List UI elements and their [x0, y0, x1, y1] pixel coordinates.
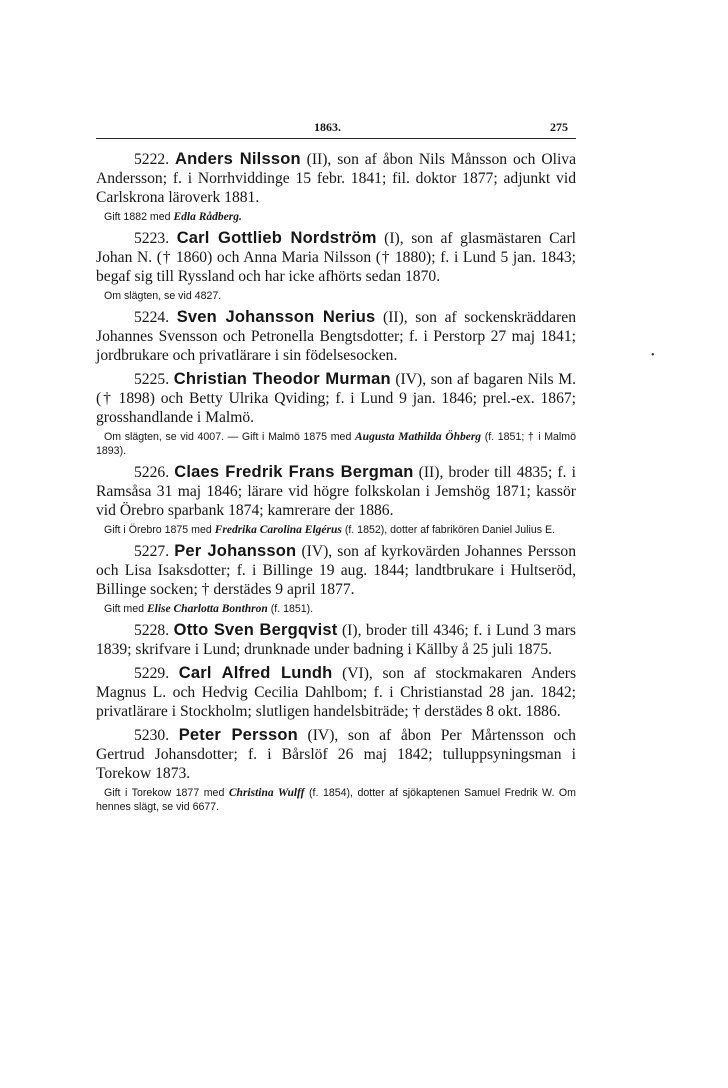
entry-text: (II), broder till 4835; f. i Ramsåsa 31 maj 1846; lärare vid högre folkskolan i Jemshög 1871; kassör vid Örebro sparbank 1874; kamrerare der 1886. — [96, 464, 576, 519]
entry-note: Om slägten, se vid 4827. — [104, 290, 222, 302]
spouse-name: Edla Rådberg. — [173, 211, 242, 223]
entry-paragraph — [96, 150, 576, 207]
entry-number: 5224. — [134, 309, 170, 326]
entry-text: (IV), son af kyrkovärden Johannes Persson och Lisa Isaksdotter; f. i Billinge 19 aug. 1844; landtbrukare i Hultseröd, Billinge socken; † derstädes 9 april 1877. — [96, 543, 577, 598]
note-text: (f. 1851). — [267, 603, 314, 615]
running-header — [96, 118, 576, 139]
entry-paragraph — [96, 542, 576, 599]
entry-text: (I), broder till 4346; f. i Lund 3 mars 1839; skrifvare i Lund; drunknade under badning i Källby å 25 juli 1875. — [96, 622, 576, 658]
entry-5226 — [96, 463, 576, 537]
entry-note — [96, 430, 576, 458]
page-number: 275 — [550, 120, 568, 134]
person-name: Christian Theodor Murman — [173, 370, 391, 388]
entry-paragraph — [96, 664, 576, 721]
entry-text: (II), son af åbon Nils Månsson och Oliva Andersson; f. i Norrhviddinge 15 febr. 1841; fil. doktor 1877; adjunkt vid Carlskrona läroverk 1881. — [96, 151, 576, 206]
entry-paragraph — [96, 726, 576, 783]
person-name: Sven Johansson Nerius — [176, 308, 376, 326]
entry-text: (I), son af glasmästaren Carl Johan N. († 1860) och Anna Maria Nilsson († 1880); f. i Lund 5 jan. 1843; begaf sig till Ryssland och har icke afhörts sedan 1870. — [96, 230, 577, 285]
entry-number: 5230. — [134, 727, 170, 744]
entry-paragraph — [96, 463, 576, 520]
spouse-name: Fredrika Carolina Elgérus — [214, 524, 342, 536]
note-text: (f. 1854), dotter af sjökaptenen Samuel Fredrik W. Om hennes slägt, se vid 6677. — [96, 787, 576, 813]
entry-number: 5228. — [134, 622, 170, 639]
note-text: Om slägten, se vid 4007. — Gift i Malmö 1875 med — [104, 431, 355, 443]
entry-5223 — [96, 229, 576, 303]
person-name: Otto Sven Bergqvist — [173, 621, 338, 639]
entry-note — [96, 602, 576, 616]
note-text: Gift i Örebro 1875 med — [104, 524, 215, 536]
entry-5222 — [96, 150, 576, 224]
person-name: Carl Alfred Lundh — [178, 664, 333, 682]
entry-5227 — [96, 542, 576, 616]
entry-text: (II), son af sockenskräddaren Johannes Svensson och Petronella Bengtsdotter; f. i Perstorp 27 maj 1841; jordbrukare och privatlärare i sin födelsesocken. — [96, 309, 577, 364]
person-name: Anders Nilsson — [174, 150, 301, 168]
spouse-name: Elise Charlotta Bonthron — [146, 603, 268, 615]
spouse-name: Augusta Mathilda Öhberg — [355, 431, 482, 443]
note-text: (f. 1851; † i Malmö 1893). — [96, 431, 576, 457]
entry-5228 — [96, 621, 576, 659]
entry-5229 — [96, 664, 576, 721]
note-text: Gift 1882 med — [104, 211, 174, 223]
note-text: Gift med — [104, 603, 147, 615]
entry-number: 5222. — [134, 151, 170, 168]
spouse-name: Christina Wulff — [228, 787, 305, 799]
entry-paragraph — [96, 229, 576, 286]
header-year: 1863. — [314, 120, 341, 134]
person-name: Per Johansson — [174, 542, 297, 560]
person-name: Carl Gottlieb Nordström — [176, 229, 377, 247]
entry-text: (IV), son af bagaren Nils M. († 1898) och Betty Ulrika Qviding; f. i Lund 9 jan. 1846; prel.-ex. 1867; grosshandlande i Malmö. — [96, 371, 576, 426]
page-body — [96, 150, 576, 819]
margin-mark: • — [651, 350, 655, 361]
entry-5230 — [96, 726, 576, 814]
entry-number: 5225. — [134, 371, 170, 388]
entry-note — [96, 210, 576, 224]
entry-number: 5226. — [134, 464, 170, 481]
entry-note — [96, 786, 576, 814]
entry-text: (VI), son af stockmakaren Anders Magnus L. och Hedvig Cecilia Dahlbom; f. i Christianstad 28 jan. 1842; privatlärare i Stockholm; slutligen handelsbiträde; † derstädes 8 okt. 1886. — [96, 665, 577, 720]
entry-text: (IV), son af åbon Per Mårtensson och Gertrud Johansdotter; f. i Bårslöf 26 maj 1842; tulluppsyningsman i Torekow 1873. — [96, 727, 576, 782]
entry-number: 5229. — [134, 665, 170, 682]
entry-paragraph — [96, 370, 576, 427]
note-text: Gift i Torekow 1877 med — [104, 787, 229, 799]
entry-paragraph — [96, 308, 576, 365]
person-name: Peter Persson — [178, 726, 298, 744]
entry-number: 5227. — [134, 543, 170, 560]
person-name: Claes Fredrik Frans Bergman — [174, 463, 414, 481]
entry-paragraph — [96, 621, 576, 659]
note-text: (f. 1852), dotter af fabrikören Daniel Julius E. — [341, 524, 556, 536]
entry-5224 — [96, 308, 576, 365]
entry-5225 — [96, 370, 576, 458]
entry-number: 5223. — [134, 230, 170, 247]
entry-note — [96, 523, 576, 537]
